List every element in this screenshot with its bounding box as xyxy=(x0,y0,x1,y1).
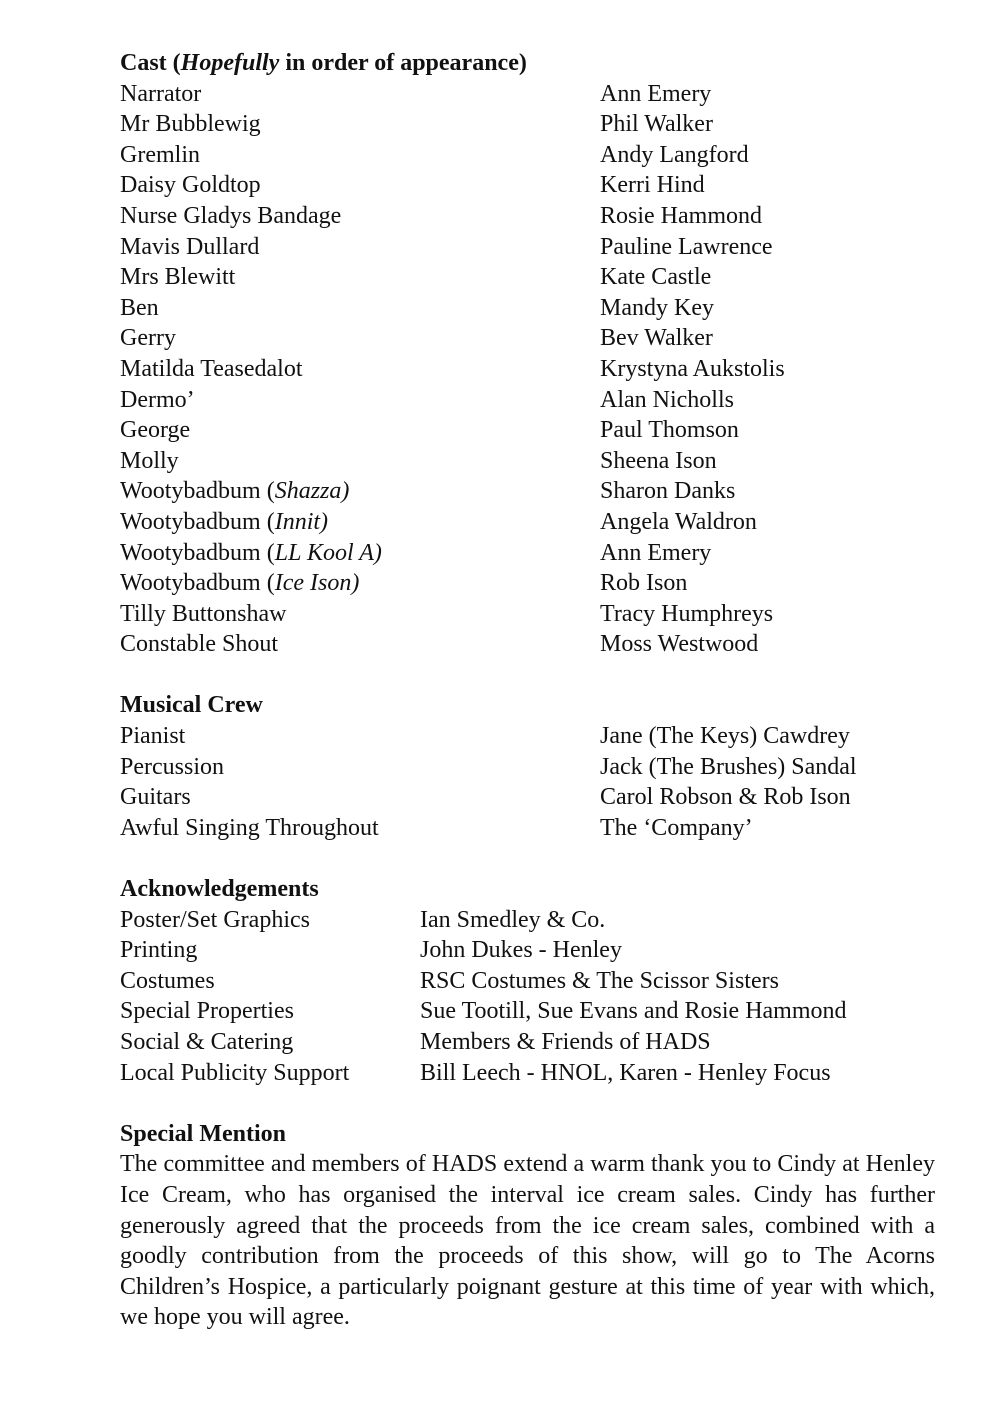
acknowledgement-row xyxy=(120,1058,935,1089)
special-mention-heading: Special Mention xyxy=(120,1120,286,1147)
musical-crew-row xyxy=(120,782,935,813)
crew-role: Percussion xyxy=(120,753,224,780)
cast-actor: Alan Nicholls xyxy=(600,386,734,413)
cast-row xyxy=(120,476,935,507)
ack-item: Local Publicity Support xyxy=(120,1059,350,1086)
cast-actor: Phil Walker xyxy=(600,111,713,138)
cast-heading xyxy=(120,48,935,79)
cast-actor: Ann Emery xyxy=(600,539,712,566)
special-mention-text: The committee and members of HADS extend a warm thank you to Cindy at Henley Ice Cream, who has organised the interval ice cream sales. Cindy has further generously agreed that the proceeds from the ice cream sales, combined with a goodly contribution from the proceeds of this show, will go to The Acorns Children’s Hospice, a particularly poignant gesture at this time of year with which, we hope you will agree. xyxy=(120,1151,935,1331)
cast-role xyxy=(120,293,600,324)
cast-actor: Bev Walker xyxy=(600,325,713,352)
musical-crew-row xyxy=(120,752,935,783)
special-mention-section xyxy=(120,1119,935,1333)
cast-actor: Kerri Hind xyxy=(600,172,705,199)
cast-list xyxy=(120,79,935,660)
cast-role xyxy=(120,476,600,507)
cast-heading-pre: Cast ( xyxy=(120,50,181,76)
cast-role-name: Dermo’ xyxy=(120,386,195,413)
cast-row xyxy=(120,109,935,140)
cast-row xyxy=(120,323,935,354)
cast-role-note: LL Kool A) xyxy=(274,539,382,566)
cast-role-name: Gremlin xyxy=(120,141,200,168)
cast-role xyxy=(120,415,600,446)
cast-row xyxy=(120,201,935,232)
crew-role: Awful Singing Throughout xyxy=(120,814,379,841)
cast-role-name: Wootybadbum ( xyxy=(120,570,275,597)
section-spacer xyxy=(120,843,935,874)
acknowledgements-section xyxy=(120,874,935,1088)
section-spacer xyxy=(120,660,935,691)
cast-role xyxy=(120,629,600,660)
acknowledgement-row xyxy=(120,966,935,997)
cast-role-name: Wootybadbum ( xyxy=(120,508,275,535)
cast-role xyxy=(120,507,600,538)
cast-role-note: Innit) xyxy=(274,508,329,535)
cast-row xyxy=(120,415,935,446)
cast-heading-italic: Hopefully xyxy=(180,50,280,76)
cast-role xyxy=(120,538,600,569)
cast-actor: Rob Ison xyxy=(600,570,688,597)
acknowledgements-heading: Acknowledgements xyxy=(120,876,319,903)
cast-actor: Mandy Key xyxy=(600,294,714,321)
cast-heading-post: in order of appearance) xyxy=(279,50,527,76)
cast-actor: Krystyna Aukstolis xyxy=(600,355,785,382)
cast-actor: Pauline Lawrence xyxy=(600,233,773,260)
cast-row xyxy=(120,232,935,263)
cast-row xyxy=(120,446,935,477)
cast-role-name: Narrator xyxy=(120,80,202,107)
crew-person: The ‘Company’ xyxy=(600,814,753,841)
cast-actor: Sharon Danks xyxy=(600,478,736,505)
crew-person: Jack (The Brushes) Sandal xyxy=(600,753,857,780)
cast-role xyxy=(120,170,600,201)
section-spacer xyxy=(120,1088,935,1119)
cast-role xyxy=(120,201,600,232)
cast-role xyxy=(120,323,600,354)
cast-role-note: Ice Ison) xyxy=(274,570,360,597)
cast-role-name: Constable Shout xyxy=(120,631,279,658)
cast-row xyxy=(120,170,935,201)
cast-row xyxy=(120,385,935,416)
ack-credit: Bill Leech - HNOL, Karen - Henley Focus xyxy=(420,1059,831,1086)
cast-role-name: Wootybadbum ( xyxy=(120,478,275,505)
cast-actor: Moss Westwood xyxy=(600,631,759,658)
cast-row xyxy=(120,79,935,110)
musical-crew-row xyxy=(120,813,935,844)
cast-role xyxy=(120,568,600,599)
cast-row xyxy=(120,140,935,171)
programme-content xyxy=(120,48,935,1333)
crew-person: Carol Robson & Rob Ison xyxy=(600,784,851,811)
acknowledgement-row xyxy=(120,1027,935,1058)
ack-credit: Members & Friends of HADS xyxy=(420,1029,711,1055)
cast-row xyxy=(120,507,935,538)
acknowledgement-row xyxy=(120,935,935,966)
cast-role-note: Shazza) xyxy=(274,478,350,505)
cast-role-name: Tilly Buttonshaw xyxy=(120,600,287,627)
cast-actor: Ann Emery xyxy=(600,80,712,107)
cast-actor: Andy Langford xyxy=(600,141,749,168)
musical-crew-list xyxy=(120,721,935,843)
cast-role xyxy=(120,262,600,293)
musical-crew-section xyxy=(120,690,935,843)
cast-role xyxy=(120,232,600,263)
ack-item: Poster/Set Graphics xyxy=(120,906,310,933)
acknowledgements-list xyxy=(120,905,935,1089)
cast-actor: Angela Waldron xyxy=(600,508,757,535)
crew-role: Pianist xyxy=(120,723,186,750)
cast-role-name: Molly xyxy=(120,447,179,474)
cast-row xyxy=(120,568,935,599)
crew-person: Jane (The Keys) Cawdrey xyxy=(600,723,850,750)
ack-credit: John Dukes - Henley xyxy=(420,937,622,964)
cast-actor: Kate Castle xyxy=(600,264,712,291)
cast-row xyxy=(120,293,935,324)
ack-credit: Ian Smedley & Co. xyxy=(420,906,606,933)
cast-row xyxy=(120,629,935,660)
cast-actor: Tracy Humphreys xyxy=(600,600,774,627)
cast-role-name: Mavis Dullard xyxy=(120,233,260,260)
cast-role-name: Mr Bubblewig xyxy=(120,111,261,138)
cast-row xyxy=(120,262,935,293)
ack-item: Special Properties xyxy=(120,998,294,1025)
cast-role-name: Matilda Teasedalot xyxy=(120,355,303,382)
cast-role-name: Mrs Blewitt xyxy=(120,264,236,291)
cast-role-name: Nurse Gladys Bandage xyxy=(120,202,342,229)
acknowledgement-row xyxy=(120,996,935,1027)
cast-actor: Sheena Ison xyxy=(600,447,717,474)
ack-item: Printing xyxy=(120,937,198,964)
cast-section xyxy=(120,48,935,660)
musical-crew-row xyxy=(120,721,935,752)
acknowledgement-row xyxy=(120,905,935,936)
cast-row xyxy=(120,354,935,385)
ack-item: Social & Catering xyxy=(120,1029,294,1055)
cast-role-name: Wootybadbum ( xyxy=(120,539,275,566)
cast-role xyxy=(120,79,600,110)
cast-role xyxy=(120,385,600,416)
cast-role-name: Daisy Goldtop xyxy=(120,172,261,199)
cast-row xyxy=(120,538,935,569)
cast-role xyxy=(120,109,600,140)
cast-actor: Rosie Hammond xyxy=(600,202,762,229)
cast-actor: Paul Thomson xyxy=(600,417,739,444)
cast-role-name: Gerry xyxy=(120,325,176,352)
cast-role xyxy=(120,446,600,477)
musical-crew-heading: Musical Crew xyxy=(120,692,263,719)
cast-role xyxy=(120,140,600,171)
cast-role xyxy=(120,354,600,385)
crew-role: Guitars xyxy=(120,784,191,811)
cast-role-name: Ben xyxy=(120,294,159,321)
cast-role xyxy=(120,599,600,630)
ack-credit: RSC Costumes & The Scissor Sisters xyxy=(420,967,779,994)
ack-item: Costumes xyxy=(120,967,215,994)
cast-row xyxy=(120,599,935,630)
cast-role-name: George xyxy=(120,417,191,444)
ack-credit: Sue Tootill, Sue Evans and Rosie Hammond xyxy=(420,998,847,1025)
